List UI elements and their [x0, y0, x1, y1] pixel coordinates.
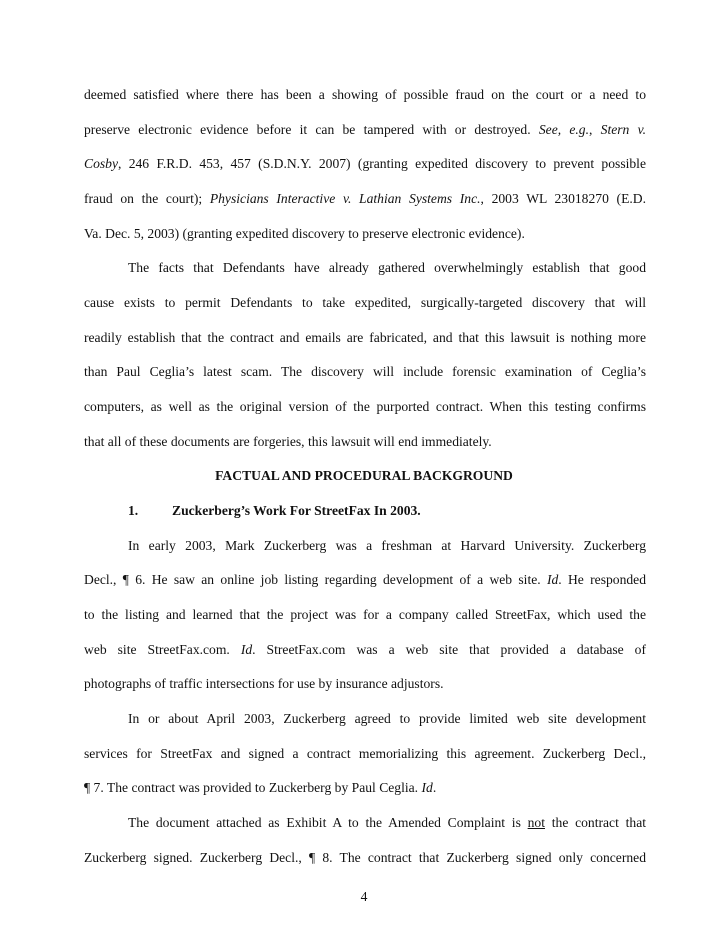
- page-number: 4: [360, 889, 368, 904]
- paragraph-2-line-3: readily establish that the contract and emails are fabricated, and that this lawsuit is nothing more: [84, 330, 646, 345]
- paragraph-2-line-6: that all of these documents are forgeries, this lawsuit will end immediately.: [84, 434, 492, 449]
- paragraph-1-line-3: Cosby, 246 F.R.D. 453, 457 (S.D.N.Y. 2007) (granting expedited discovery to prevent possible: [84, 156, 646, 171]
- subsection-number: 1.: [128, 503, 139, 518]
- paragraph-3-line-1: In early 2003, Mark Zuckerberg was a freshman at Harvard University. Zuckerberg: [128, 538, 646, 553]
- paragraph-3-line-5: photographs of traffic intersections for use by insurance adjustors.: [84, 676, 444, 691]
- section-heading: FACTUAL AND PROCEDURAL BACKGROUND: [215, 468, 513, 483]
- paragraph-1-line-2: preserve electronic evidence before it can be tampered with or destroyed. See, e.g., Stern v.: [84, 122, 646, 137]
- paragraph-2-line-1: The facts that Defendants have already gathered overwhelmingly establish that good: [128, 260, 646, 275]
- paragraph-2-line-2: cause exists to permit Defendants to take expedited, surgically-targeted discovery that will: [84, 295, 646, 310]
- paragraph-4-line-2: services for StreetFax and signed a contract memorializing this agreement. Zuckerberg Decl.,: [84, 746, 646, 761]
- paragraph-4-line-1: In or about April 2003, Zuckerberg agreed to provide limited web site development: [128, 711, 646, 726]
- paragraph-5-line-2: Zuckerberg signed. Zuckerberg Decl., ¶ 8. The contract that Zuckerberg signed only concerned: [84, 850, 646, 865]
- paragraph-3-line-2: Decl., ¶ 6. He saw an online job listing regarding development of a web site. Id. He responded: [84, 572, 647, 587]
- paragraph-1-line-4: fraud on the court); Physicians Interactive v. Lathian Systems Inc., 2003 WL 23018270 (E.D.: [84, 191, 646, 206]
- subsection-heading: [128, 502, 421, 520]
- paragraph-2-line-4: than Paul Ceglia’s latest scam. The discovery will include forensic examination of Ceglia’s: [84, 364, 646, 379]
- paragraph-2-line-5: computers, as well as the original version of the purported contract. When this testing confirms: [84, 399, 646, 414]
- paragraph-1-line-1: deemed satisfied where there has been a showing of possible fraud on the court or a need to: [84, 87, 646, 102]
- paragraph-4-line-3: ¶ 7. The contract was provided to Zuckerberg by Paul Ceglia. Id.: [84, 780, 437, 795]
- paragraph-3-line-3: to the listing and learned that the project was for a company called StreetFax, which used the: [84, 607, 646, 622]
- subsection-title: Zuckerberg’s Work For StreetFax In 2003.: [172, 503, 421, 518]
- paragraph-5-line-1: The document attached as Exhibit A to the Amended Complaint is not the contract that: [128, 815, 646, 830]
- paragraph-3-line-4: web site StreetFax.com. Id. StreetFax.com was a web site that provided a database of: [84, 642, 646, 657]
- paragraph-1-line-5: Va. Dec. 5, 2003) (granting expedited discovery to preserve electronic evidence).: [84, 226, 525, 241]
